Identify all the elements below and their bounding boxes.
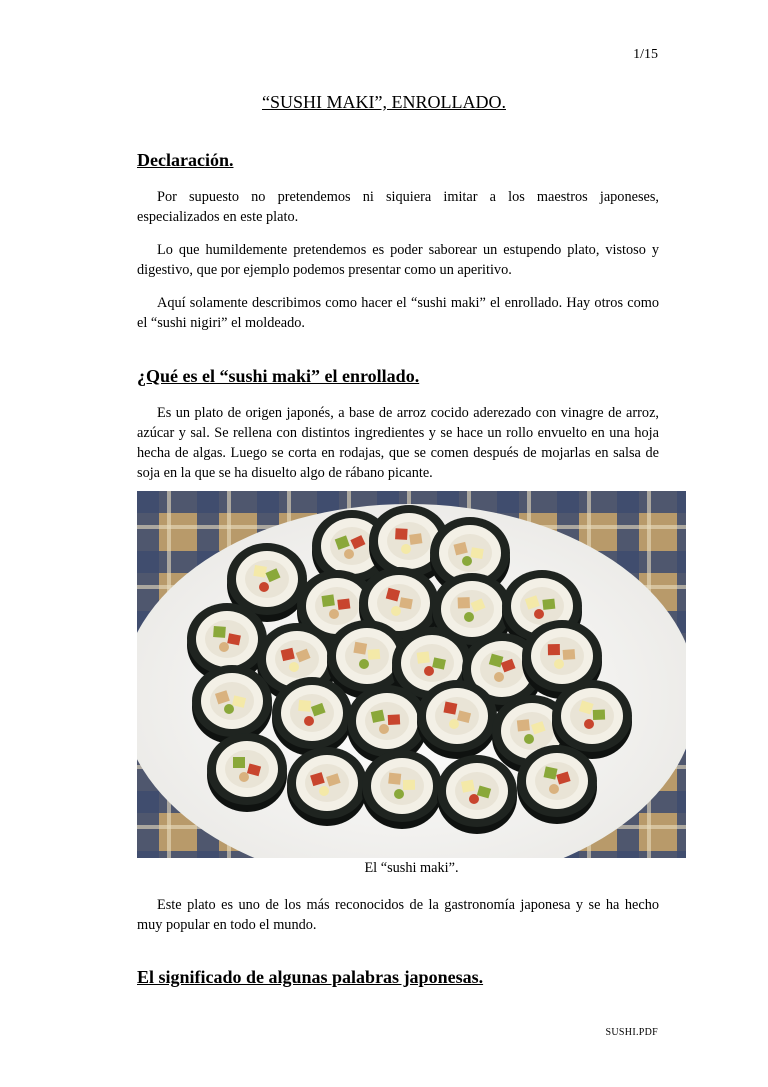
footer-filename: SUSHI.PDF (605, 1027, 658, 1038)
heading-declaracion: Declaración. (137, 150, 234, 170)
paragraph: Por supuesto no pretendemos ni siquiera imitar a los maestros japoneses, especializados en este plato. (137, 189, 659, 225)
sushi-photo (137, 491, 686, 858)
heading-que-es: ¿Qué es el “sushi maki” el enrollado. (137, 366, 420, 386)
heading-significado: El significado de algunas palabras japonesas. (137, 967, 484, 987)
paragraph: Lo que humildemente pretendemos es poder saborear un estupendo plato, vistoso y digestivo, que por ejemplo podemos presentar como un aperitivo. (137, 242, 659, 278)
paragraph: Es un plato de origen japonés, a base de arroz cocido aderezado con vinagre de arroz, azúcar y sal. Se rellena con distintos ingredientes y se hace un rollo envuelto en una hoja hecha de algas. Luego se corta en rodajas, que se comen después de mojarlas en salsa de soja en la que se ha disuelto algo de rábano picante. (137, 405, 659, 481)
page-number: 1/15 (633, 47, 658, 62)
paragraph: Aquí solamente describimos como hacer el “sushi maki” el enrollado. Hay otros como el “sushi nigiri” el moldeado. (137, 295, 659, 331)
photo-caption: El “sushi maki”. (364, 860, 459, 876)
document-title: “SUSHI MAKI”, ENROLLADO. (262, 92, 506, 112)
paragraph: Este plato es uno de los más reconocidos de la gastronomía japonesa y se ha hecho muy popular en todo el mundo. (137, 897, 659, 933)
